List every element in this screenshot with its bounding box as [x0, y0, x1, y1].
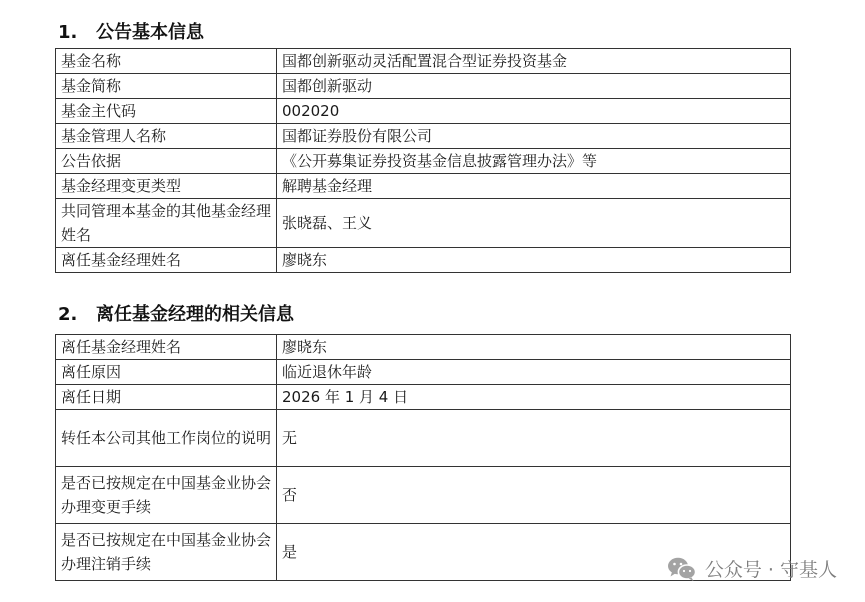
table-row: [56, 174, 791, 199]
section-1-number: 1.: [58, 22, 78, 43]
row-label: 离任日期: [56, 385, 277, 410]
wechat-icon: [667, 556, 697, 582]
section-2-heading: 离任基金经理的相关信息: [96, 304, 294, 325]
row-label: 转任本公司其他工作岗位的说明: [56, 410, 277, 467]
table-row: [56, 248, 791, 273]
row-value: 2026 年 1 月 4 日: [277, 385, 791, 410]
row-value: 国都创新驱动灵活配置混合型证券投资基金: [277, 49, 791, 74]
row-value: 临近退休年龄: [277, 360, 791, 385]
row-value: 张晓磊、王义: [277, 199, 791, 248]
table-row: [56, 360, 791, 385]
row-label: 基金简称: [56, 74, 277, 99]
row-value: 廖晓东: [277, 335, 791, 360]
row-value: 002020: [277, 99, 791, 124]
section-2-number: 2.: [58, 304, 78, 325]
departure-info-table: [55, 334, 791, 581]
row-value: 是: [277, 524, 791, 581]
table-row: [56, 385, 791, 410]
row-label: 离任原因: [56, 360, 277, 385]
row-value: 国都证券股份有限公司: [277, 124, 791, 149]
row-label: 是否已按规定在中国基金业协会办理变更手续: [56, 467, 277, 524]
basic-info-table: [55, 48, 791, 273]
row-value: 解聘基金经理: [277, 174, 791, 199]
row-value: 廖晓东: [277, 248, 791, 273]
table-row: [56, 410, 791, 467]
table-row: [56, 49, 791, 74]
table-row: [56, 149, 791, 174]
row-label: 基金经理变更类型: [56, 174, 277, 199]
row-value: 无: [277, 410, 791, 467]
row-value: 国都创新驱动: [277, 74, 791, 99]
section-1-title: [58, 22, 204, 44]
table-row: [56, 99, 791, 124]
row-label: 基金名称: [56, 49, 277, 74]
row-value: 《公开募集证券投资基金信息披露管理办法》等: [277, 149, 791, 174]
table-row: [56, 467, 791, 524]
table-row: [56, 335, 791, 360]
row-label: 公告依据: [56, 149, 277, 174]
row-label: 是否已按规定在中国基金业协会办理注销手续: [56, 524, 277, 581]
table-row: [56, 124, 791, 149]
table-row: [56, 199, 791, 248]
row-label: 离任基金经理姓名: [56, 248, 277, 273]
table-row: [56, 74, 791, 99]
row-label: 共同管理本基金的其他基金经理姓名: [56, 199, 277, 248]
row-value: 否: [277, 467, 791, 524]
section-1-heading: 公告基本信息: [96, 22, 204, 43]
row-label: 基金管理人名称: [56, 124, 277, 149]
row-label: 离任基金经理姓名: [56, 335, 277, 360]
row-label: 基金主代码: [56, 99, 277, 124]
section-2-title: [58, 304, 294, 326]
watermark-text: 公众号 · 守基人: [704, 559, 837, 581]
watermark: [667, 555, 837, 582]
